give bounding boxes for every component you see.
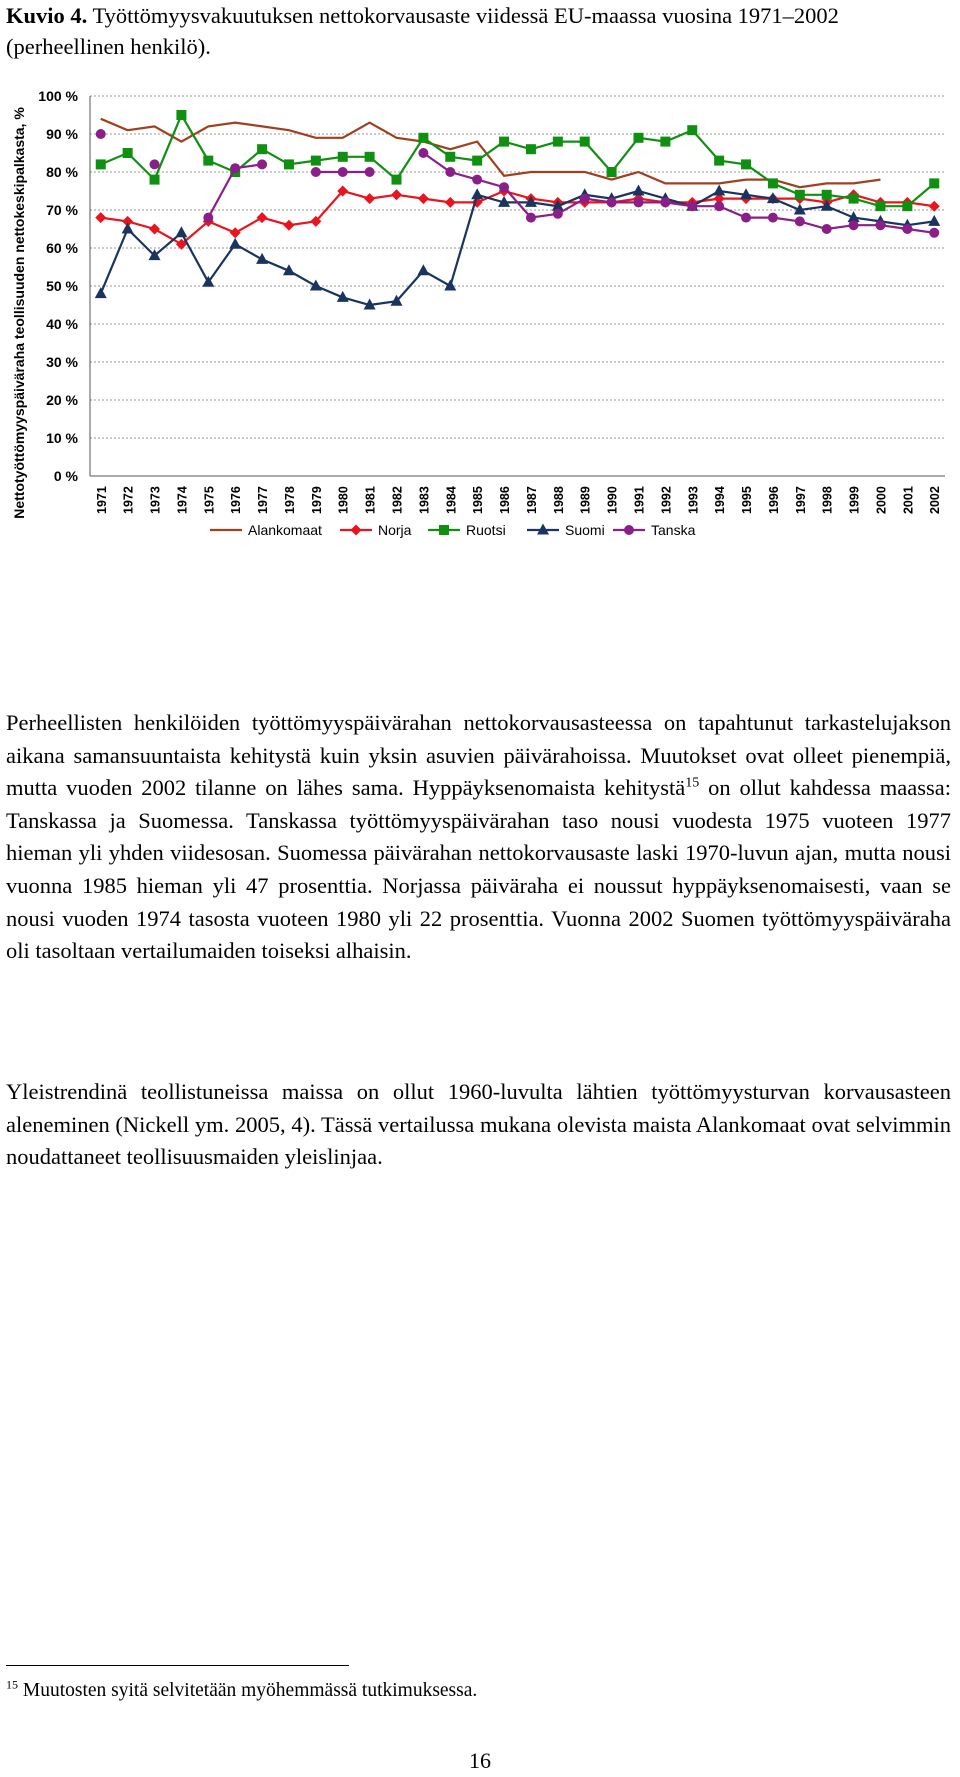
data-point (929, 228, 939, 238)
data-point (472, 156, 482, 166)
x-tick-label: 1972 (121, 486, 136, 514)
data-point (230, 163, 240, 173)
page-number: 16 (469, 1748, 491, 1773)
footnote-reference: 15 (685, 775, 700, 791)
series-line (101, 191, 934, 305)
y-axis-label: Nettotyöttömyyspäiväraha teollisuuden nettokeskipalkasta, % (11, 107, 27, 519)
data-point (310, 280, 322, 291)
data-point (607, 197, 617, 207)
x-tick-label: 2001 (901, 486, 916, 514)
data-point (714, 201, 724, 211)
x-tick-label: 1973 (148, 486, 163, 514)
data-point (364, 193, 375, 204)
data-point (624, 525, 634, 535)
x-tick-label: 1988 (551, 486, 566, 514)
data-point (741, 159, 751, 169)
x-tick-label: 1993 (686, 486, 701, 514)
data-point (687, 125, 697, 135)
x-tick-label: 1995 (740, 486, 755, 514)
data-point (417, 264, 429, 275)
legend-label: Norja (378, 522, 412, 538)
data-point (499, 137, 509, 147)
data-point (633, 133, 643, 143)
data-point (176, 110, 186, 120)
x-tick-label: 1982 (390, 486, 405, 514)
figure-caption-text: Työttömyysvakuutuksen nettokorvausaste viidessä EU-maassa vuosina 1971–2002 (perheellinen henkilö). (6, 3, 839, 59)
paragraph-1 (6, 707, 951, 968)
y-tick-label: 60 % (46, 240, 78, 256)
x-tick-label: 1977 (256, 486, 271, 514)
data-point (902, 224, 912, 234)
data-point (418, 193, 429, 204)
y-tick-label: 40 % (46, 316, 78, 332)
x-tick-label: 1998 (820, 486, 835, 514)
data-point (580, 194, 590, 204)
x-tick-label: 1999 (847, 486, 862, 514)
data-point (580, 137, 590, 147)
y-tick-label: 30 % (46, 354, 78, 370)
data-point (311, 156, 321, 166)
data-point (875, 220, 885, 230)
footnote-text: Muutosten syitä selvitetään myöhemmässä tutkimuksessa. (22, 1680, 478, 1701)
legend-entry (340, 522, 412, 538)
data-point (553, 209, 563, 219)
x-tick-label: 1976 (229, 486, 244, 514)
x-tick-label: 1997 (793, 486, 808, 514)
data-point (822, 224, 832, 234)
data-point (499, 182, 509, 192)
data-point (365, 167, 375, 177)
legend-entry (210, 522, 322, 538)
data-point (713, 185, 725, 196)
x-tick-label: 1985 (471, 486, 486, 514)
data-point (257, 212, 268, 223)
data-point (902, 201, 912, 211)
data-point (351, 525, 362, 536)
data-point (633, 197, 643, 207)
data-point (928, 215, 940, 226)
footnote (6, 1678, 477, 1704)
data-point (122, 223, 134, 234)
series-line (101, 191, 934, 244)
data-point (929, 178, 939, 188)
y-tick-label: 90 % (46, 126, 78, 142)
data-point (284, 159, 294, 169)
data-point (472, 175, 482, 185)
y-tick-label: 70 % (46, 202, 78, 218)
data-point (203, 213, 213, 223)
data-point (123, 148, 133, 158)
y-tick-label: 20 % (46, 392, 78, 408)
data-point (445, 167, 455, 177)
data-point (875, 201, 885, 211)
data-point (471, 188, 483, 199)
data-point (526, 144, 536, 154)
data-point (660, 137, 670, 147)
data-point (660, 197, 670, 207)
data-point (175, 226, 187, 237)
x-tick-label: 1979 (309, 486, 324, 514)
x-tick-label: 1989 (578, 486, 593, 514)
x-tick-label: 2000 (874, 486, 889, 514)
data-point (418, 133, 428, 143)
data-point (283, 220, 294, 231)
series-line (101, 115, 934, 206)
data-point (418, 148, 428, 158)
x-tick-label: 1996 (766, 486, 781, 514)
data-point (230, 227, 241, 238)
y-tick-label: 100 % (38, 88, 78, 104)
footnote-number: 15 (6, 1677, 18, 1692)
paragraph-1-text-a: Perheellisten henkilöiden työttömyyspäivärahan nettokorvausasteessa on tapahtunut tarkastelujakson aikana samansuuntaista kehitystä kuin yksin asuvien päivärahoissa. Muutokset ovat olleet pienempiä, mutta vuoden 2002 tilanne on lähes sama. Hyppäyksenomaista kehitystä (6, 710, 951, 801)
data-point (444, 280, 456, 291)
x-tick-label: 1987 (524, 486, 539, 514)
paragraph-2: Yleistrendinä teollistuneissa maissa on ollut 1960-luvulta lähtien työttömyysturvan korvausasteen aleneminen (Nickell ym. 2005, 4). Tässä vertailussa mukana olevista maista Alankomaat ovat selvimmin noudattaneet teollisuusmaiden yleislinjaa. (6, 1079, 951, 1170)
legend-label: Tanska (651, 522, 696, 538)
data-point (95, 212, 106, 223)
data-point (445, 152, 455, 162)
x-tick-label: 1980 (336, 486, 351, 514)
data-point (741, 213, 751, 223)
data-point (526, 213, 536, 223)
data-point (445, 197, 456, 208)
data-point (311, 167, 321, 177)
y-tick-label: 10 % (46, 430, 78, 446)
data-point (338, 167, 348, 177)
x-tick-label: 2002 (928, 486, 943, 514)
data-point (768, 213, 778, 223)
y-tick-label: 50 % (46, 278, 78, 294)
footnote-separator (6, 1665, 349, 1666)
y-tick-label: 80 % (46, 164, 78, 180)
chart-series (95, 110, 940, 310)
data-point (95, 287, 107, 298)
legend-label: Suomi (565, 522, 605, 538)
data-point (768, 178, 778, 188)
data-point (256, 253, 268, 264)
data-point (96, 159, 106, 169)
data-point (795, 216, 805, 226)
data-point (632, 185, 644, 196)
data-point (257, 144, 267, 154)
data-point (229, 238, 241, 249)
legend-entry (527, 522, 605, 538)
data-point (822, 190, 832, 200)
x-tick-label: 1990 (605, 486, 620, 514)
data-point (338, 152, 348, 162)
figure-caption-label: Kuvio 4. (6, 3, 88, 28)
legend-label: Alankomaat (248, 522, 322, 538)
line-chart (0, 88, 960, 628)
data-point (795, 190, 805, 200)
chart-legend (210, 522, 696, 538)
x-tick-label: 1974 (175, 486, 190, 514)
data-point (553, 137, 563, 147)
data-point (96, 129, 106, 139)
x-tick-label: 1984 (444, 486, 459, 514)
x-tick-label: 1994 (713, 486, 728, 514)
x-tick-label: 1991 (632, 486, 647, 514)
x-tick-label: 1992 (659, 486, 674, 514)
legend-entry (428, 522, 506, 538)
paragraph-1-text-b: on ollut kahdessa maassa: Tanskassa ja Suomessa. Tanskassa työttömyyspäivärahan taso nousi vuodesta 1975 vuoteen 1977 hieman yli yhden viidesosan. Suomessa päivärahan nettokorvausaste laski 1970-luvun ajan, mutta nousi vuonna 1985 hieman yli 47 prosenttia. Norjassa päiväraha ei noussut hyppäyksenomaisesti, vaan se nousi vuoden 1974 tasosta vuoteen 1980 yli 22 prosenttia. Vuonna 2002 Suomen työttömyyspäiväraha oli tasoltaan vertailumaiden toiseksi alhaisin. (6, 775, 952, 964)
y-tick-labels (38, 88, 78, 484)
data-point (149, 224, 160, 235)
data-point (849, 220, 859, 230)
data-point (687, 201, 697, 211)
x-tick-label: 1971 (94, 486, 109, 514)
data-point (203, 156, 213, 166)
x-tick-label: 1975 (202, 486, 217, 514)
data-point (392, 175, 402, 185)
x-tick-labels (95, 486, 942, 514)
figure-caption (6, 0, 951, 62)
data-point (714, 156, 724, 166)
y-tick-label: 0 % (53, 468, 78, 484)
data-point (849, 194, 859, 204)
data-point (439, 525, 449, 535)
x-tick-label: 1986 (498, 486, 513, 514)
data-point (150, 175, 160, 185)
x-tick-label: 1978 (282, 486, 297, 514)
data-point (150, 159, 160, 169)
x-tick-label: 1983 (417, 486, 432, 514)
legend-entry (613, 522, 696, 538)
data-point (257, 159, 267, 169)
data-point (365, 152, 375, 162)
x-tick-label: 1981 (363, 486, 378, 514)
data-point (391, 189, 402, 200)
data-point (607, 167, 617, 177)
legend-label: Ruotsi (466, 522, 506, 538)
